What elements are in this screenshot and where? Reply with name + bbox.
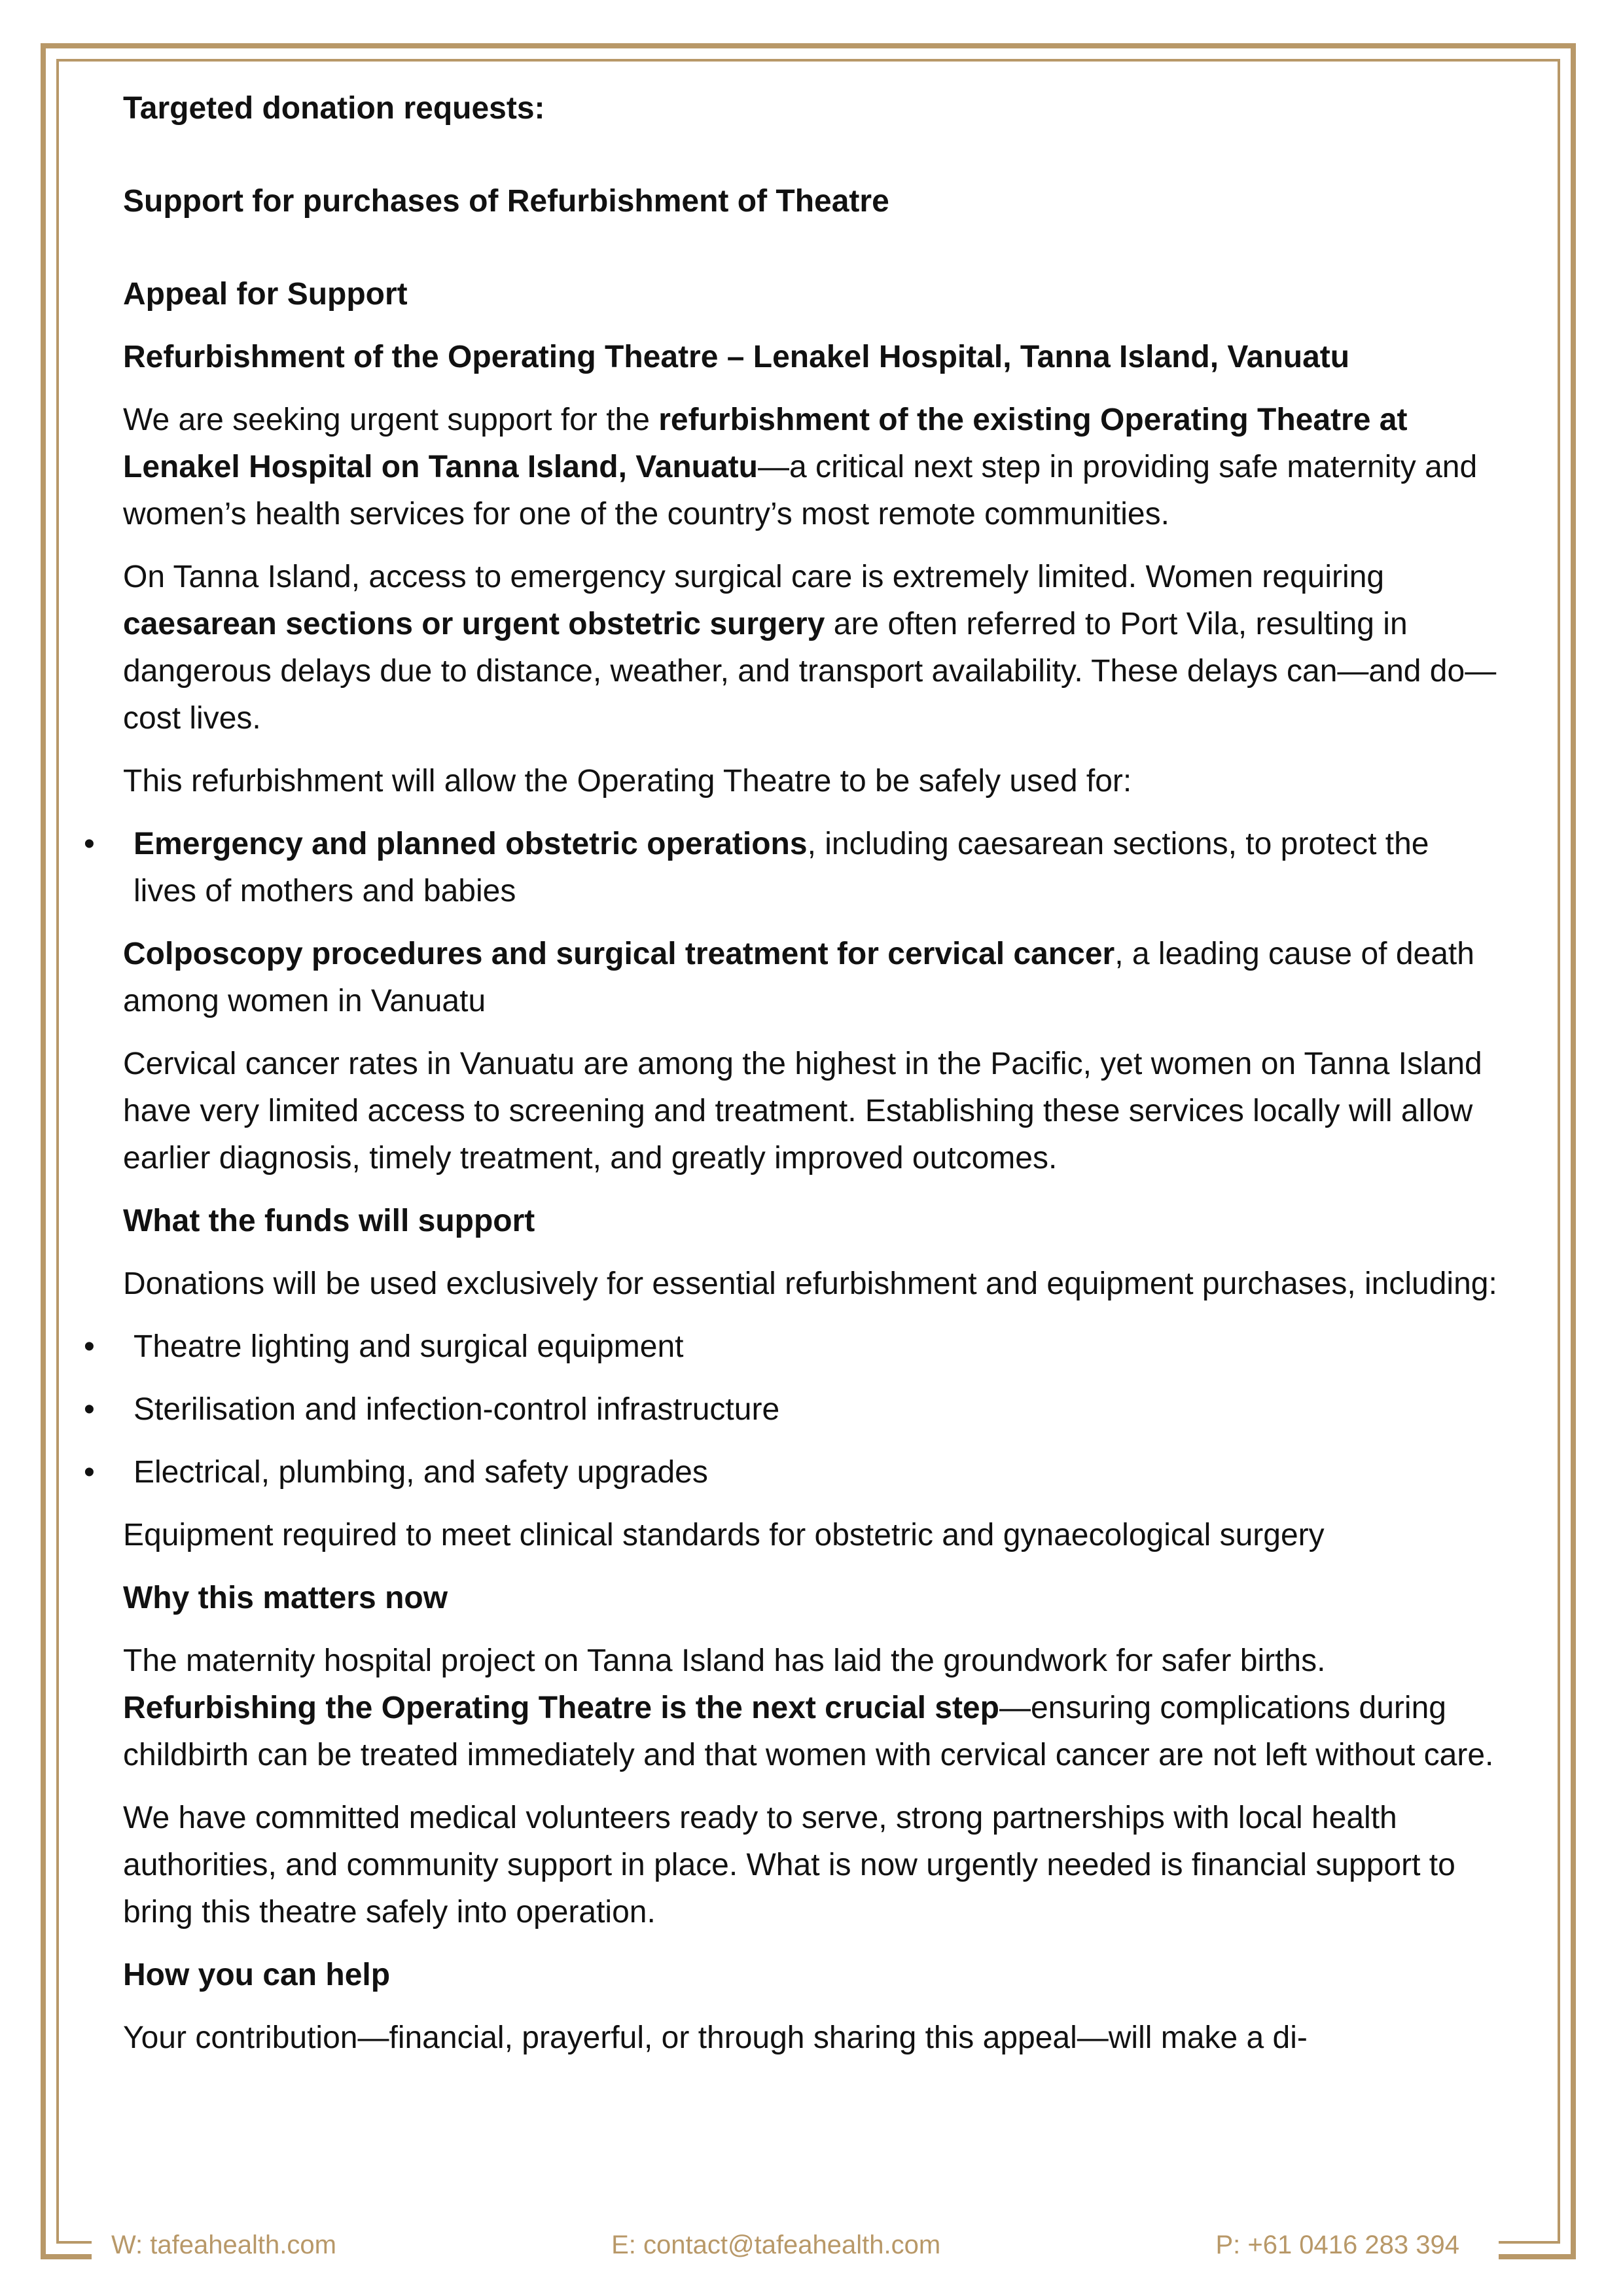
document-body [123,85,1497,2077]
text: The maternity hospital project on Tanna Island has laid the groundwork for safer births. [123,1643,1326,1678]
cervical-paragraph: Cervical cancer rates in Vanuatu are among the highest in the Pacific, yet women on Tanna Island have very limited access to screening and treatment. Establishing these services locally will allow earlier diagnosis, timely treatment, and greatly improved outcomes. [123,1047,1482,1175]
list-item: • Electrical, plumbing, and safety upgrades [123,1449,1497,1496]
intro-paragraph-3: This refurbishment will allow the Operating Theatre to be safely used for: [123,764,1132,798]
why-paragraph-1 [123,1638,1497,1779]
funds-intro: Donations will be used exclusively for essential refurbishment and equipment purchases, including: [123,1266,1497,1301]
funds-list [123,1323,1497,1496]
emphasis: Colposcopy procedures and surgical treatment for cervical cancer [123,937,1115,971]
why-paragraph-2: We have committed medical volunteers ready to serve, strong partnerships with local health authorities, and community support in place. What is now urgently needed is financial support to bring this theatre safely into operation. [123,1801,1455,1929]
text: are often referred to Port Vila, resulting in dangerous delays due to distance, weather, and transport availability. These delays can—and do—cost lives. [123,607,1497,736]
appeal-heading: Appeal for Support [123,277,408,312]
help-heading: How you can help [123,1958,391,1992]
why-heading: Why this matters now [123,1581,448,1615]
intro-paragraph-1 [123,397,1497,538]
emphasis: caesarean sections or urgent obstetric surgery [123,607,825,641]
text: , a leading cause of death among women in Vanuatu [123,937,1474,1018]
footer [111,2219,1459,2271]
uses-list [123,821,1497,915]
emphasis: Emergency and planned obstetric operations [134,827,808,861]
list-item: • Theatre lighting and surgical equipment [123,1323,1497,1371]
footer-website: W: tafeahealth.com [111,2230,336,2259]
list-item [123,821,1497,915]
support-purchases-heading: Support for purchases of Refurbishment of Theatre [123,184,889,219]
help-paragraph: Your contribution—financial, prayerful, or through sharing this appeal—will make a di- [123,2020,1308,2055]
text: On Tanna Island, access to emergency surgical care is extremely limited. Women requiring [123,560,1385,594]
emphasis: refurbishment of the existing Operating Theatre at Lenakel Hospital on Tanna Island, Vanuatu [123,403,1408,484]
funds-heading: What the funds will support [123,1204,535,1238]
intro-paragraph-2 [123,554,1497,742]
emphasis: Refurbishing the Operating Theatre is the next crucial step [123,1691,999,1725]
text: —a critical next step in providing safe maternity and women’s health services for one of the country’s most remote communities. [123,450,1478,531]
equipment-paragraph: Equipment required to meet clinical standards for obstetric and gynaecological surgery [123,1518,1325,1552]
footer-phone: P: +61 0416 283 394 [1215,2230,1459,2259]
text: We are seeking urgent support for the [123,403,659,437]
text: —ensuring complications during childbirth can be treated immediately and that women with cervical cancer are not left without care. [123,1691,1494,1772]
footer-email: E: contact@tafeahealth.com [611,2230,941,2259]
targeted-heading: Targeted donation requests: [123,91,545,126]
list-item: • Sterilisation and infection-control infrastructure [123,1386,1497,1433]
text: , including caesarean sections, to protect the lives of mothers and babies [134,827,1429,908]
colposcopy-paragraph [123,931,1497,1025]
project-title: Refurbishment of the Operating Theatre – Lenakel Hospital, Tanna Island, Vanuatu [123,340,1350,374]
